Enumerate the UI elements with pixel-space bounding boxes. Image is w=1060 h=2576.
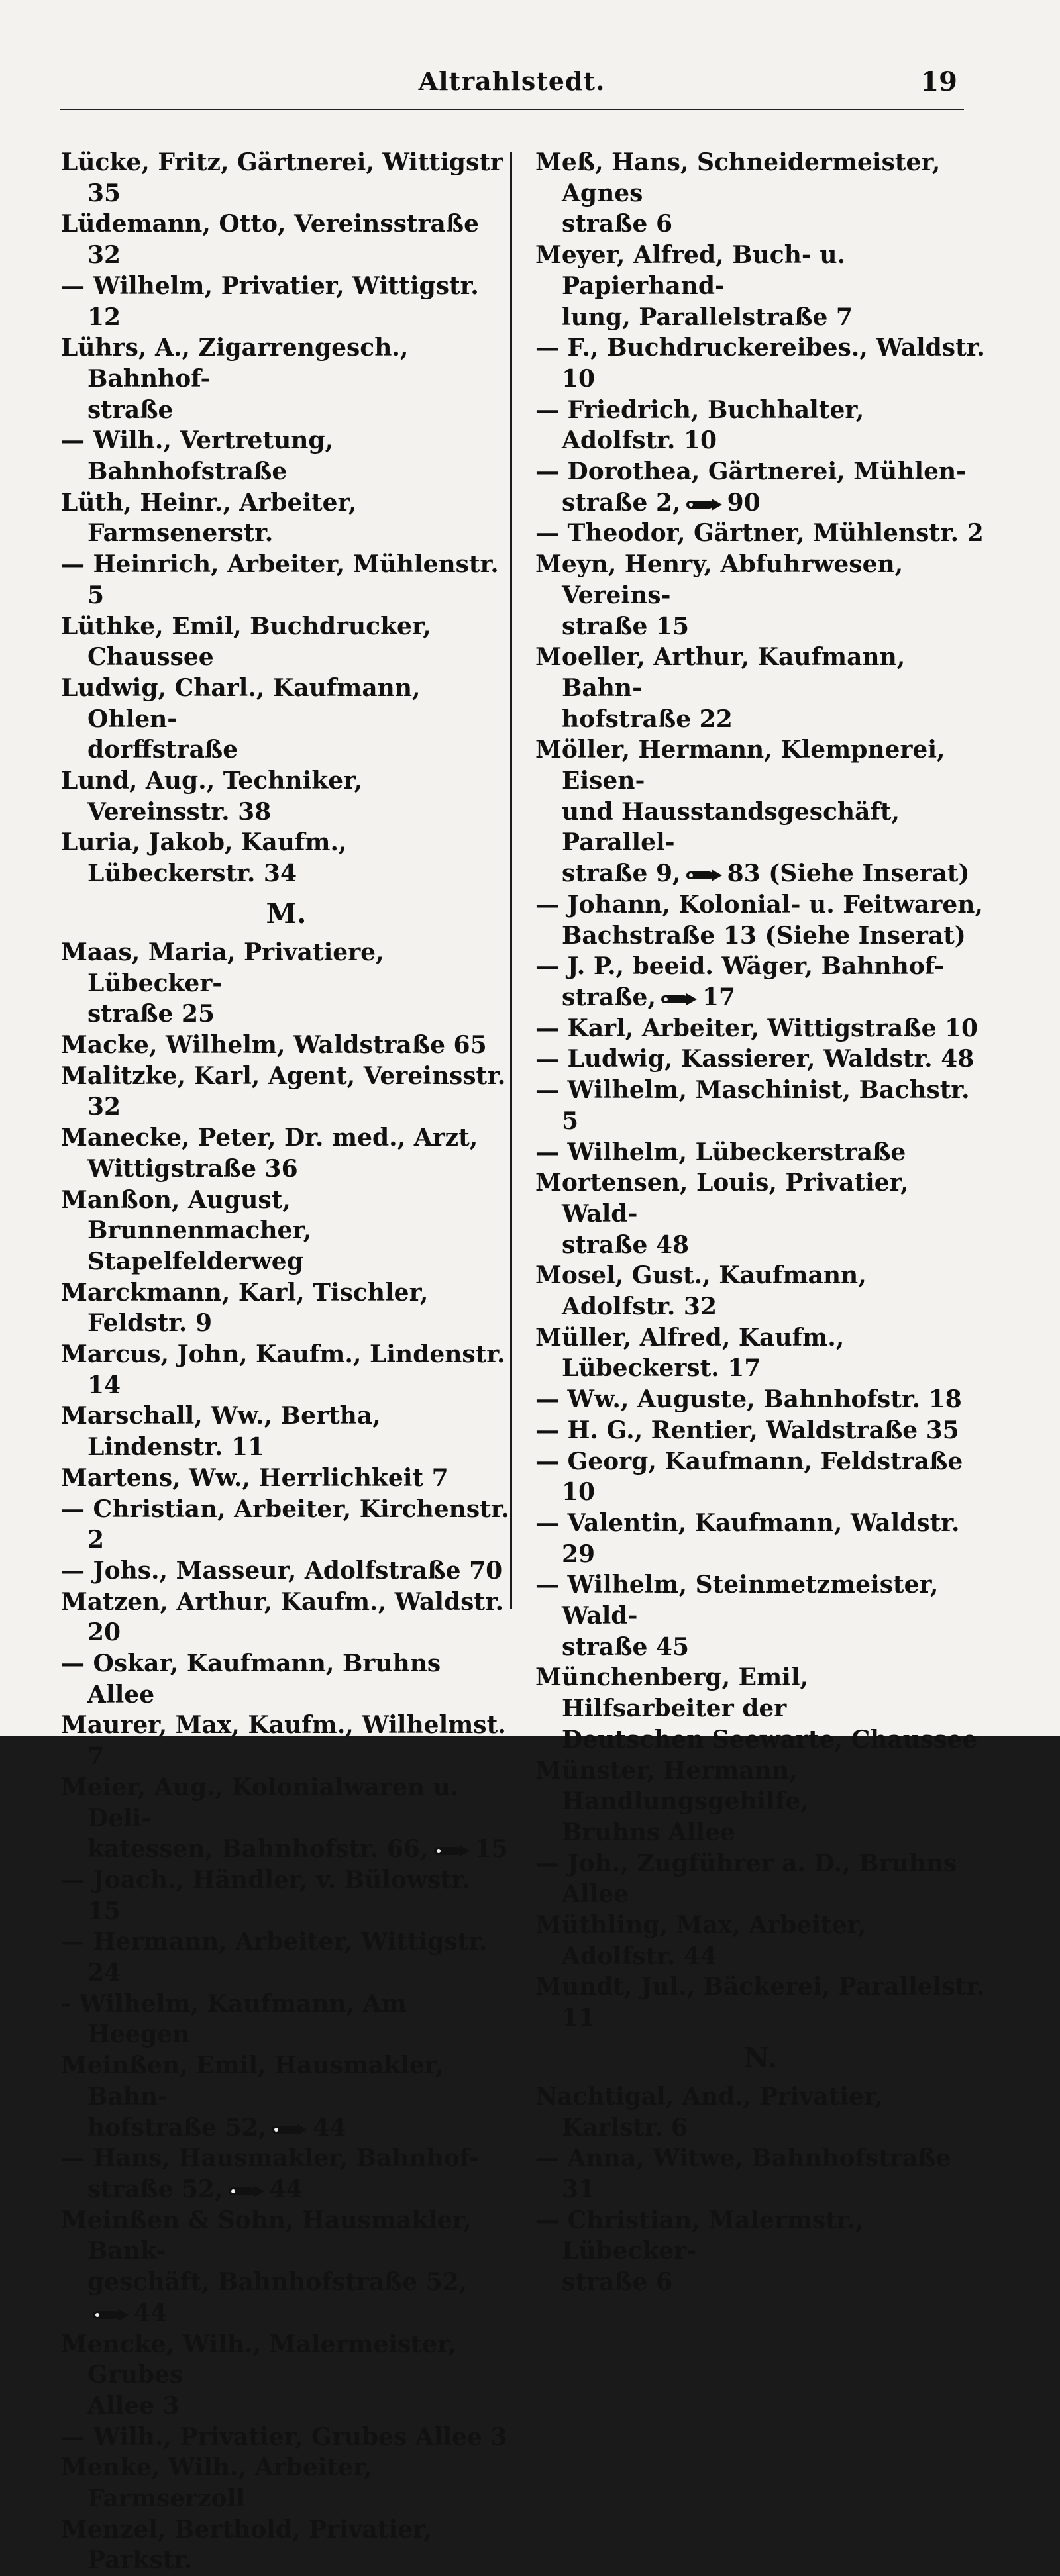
- entry-text: Lund, Aug., Techniker, Vereinsstr. 38: [61, 767, 363, 826]
- entry-continuation: [61, 2267, 511, 2328]
- directory-entry: [61, 1061, 511, 1122]
- directory-entry: [61, 1556, 511, 1587]
- entry-continuation: [535, 1230, 986, 1261]
- entry-text: Malitzke, Karl, Agent, Vereinsstr. 32: [61, 1062, 506, 1121]
- entry-text: M.: [266, 897, 307, 930]
- directory-entry: [535, 1848, 986, 1879]
- page-number: 19: [920, 66, 957, 97]
- entry-text: — Anna, Witwe, Bahnhofstraße 31: [535, 2144, 951, 2203]
- directory-entry: [535, 456, 986, 487]
- entry-text: Meyn, Henry, Abfuhrwesen, Vereins-: [535, 550, 904, 609]
- entry-text: Menke, Wilh., Arbeiter, Farmserzoll: [61, 2453, 372, 2513]
- entry-text: — Johann, Kolonial- u. Feitwaren,: [535, 890, 983, 918]
- entry-text: — Heinrich, Arbeiter, Mühlenstr. 5: [61, 550, 499, 609]
- telephone-icon: [91, 2308, 130, 2322]
- entry-continuation: [535, 611, 986, 642]
- entry-text: — Ludwig, Kassierer, Waldstr. 48: [535, 1045, 975, 1073]
- entry-text: Müthling, Max, Arbeiter, Adolfstr. 44: [535, 1911, 867, 1970]
- directory-entry: [535, 1971, 986, 2033]
- directory-entry: [535, 2143, 986, 2204]
- phone-number: 90: [727, 488, 761, 517]
- directory-entry: [61, 487, 511, 549]
- directory-entry: [61, 673, 511, 734]
- entry-text: straße: [87, 395, 174, 424]
- entry-text: geschäft, Bahnhofstraße 52,: [87, 2268, 468, 2297]
- phone-number: 44: [313, 2113, 346, 2142]
- entry-text: Lüthke, Emil, Buchdrucker, Chaussee: [61, 612, 431, 671]
- entry-continuation: [535, 1817, 986, 1848]
- entry-text: dorffstraße: [87, 736, 238, 764]
- entry-text: Deutschen Seewarte, Chaussee: [562, 1725, 978, 1754]
- directory-entry: [535, 889, 986, 920]
- telephone-icon: [685, 497, 723, 512]
- entry-text: straße 2,: [562, 488, 681, 517]
- entry-text: - Wilhelm, Kaufmann, Am Heegen: [61, 1989, 407, 2049]
- entry-text: — Wilhelm, Maschinist, Bachstr. 5: [535, 1076, 970, 1135]
- entry-text: — Friedrich, Buchhalter, Adolfstr. 10: [535, 395, 865, 455]
- header-rule: [60, 109, 964, 110]
- directory-entry: [61, 147, 511, 209]
- entry-text: Martens, Ww., Herrlichkeit 7: [61, 1463, 449, 1492]
- page-header: [60, 66, 964, 113]
- directory-entry: [535, 1013, 986, 1044]
- directory-entry: [535, 240, 986, 301]
- entry-continuation: [61, 1246, 511, 1277]
- entry-text: — Ww., Auguste, Bahnhofstr. 18: [535, 1385, 962, 1414]
- directory-entry: [61, 2452, 511, 2514]
- directory-entry: [535, 2205, 986, 2267]
- phone-number: 83: [727, 860, 761, 888]
- directory-entry: [61, 2329, 511, 2391]
- directory-entry: [535, 642, 986, 703]
- directory-entry: [535, 395, 986, 456]
- directory-entry: [535, 147, 986, 209]
- column-divider: [510, 152, 512, 1609]
- directory-entry: [535, 1137, 986, 1168]
- directory-entry: [61, 2050, 511, 2112]
- entry-text: — Hans, Hausmakler, Bahnhof-: [61, 2144, 479, 2173]
- entry-text: Nachtigal, And., Privatier, Karlstr. 6: [535, 2082, 883, 2142]
- entry-continuation: [61, 1834, 511, 1865]
- entry-text: Müller, Alfred, Kaufm., Lübeckerst. 17: [535, 1323, 845, 1383]
- entry-continuation: [535, 1724, 986, 1756]
- entry-text: Manßon, August, Brunnenmacher,: [61, 1185, 312, 1245]
- entry-continuation: [535, 2267, 986, 2298]
- directory-entry: [61, 1926, 511, 1988]
- entry-text: Meyer, Alfred, Buch- u. Papierhand-: [535, 241, 846, 300]
- entry-text: Lücke, Fritz, Gärtnerei, Wittigstr 35: [61, 148, 503, 207]
- left-column: [61, 147, 511, 2576]
- entry-text: N.: [743, 2041, 778, 2074]
- entry-text: Luria, Jakob, Kaufm., Lübeckerstr. 34: [61, 828, 347, 888]
- entry-text: — Wilhelm, Steinmetzmeister, Wald-: [535, 1571, 939, 1630]
- entry-continuation: [61, 999, 511, 1030]
- directory-entry: [61, 766, 511, 827]
- directory-entry: [61, 549, 511, 611]
- entry-text: Maurer, Max, Kaufm., Wilhelmst. 7: [61, 1711, 506, 1771]
- entry-text: Moeller, Arthur, Kaufmann, Bahn-: [535, 643, 906, 702]
- directory-entry: [61, 1710, 511, 1771]
- entry-text: — Johs., Masseur, Adolfstraße 70: [61, 1556, 503, 1585]
- entry-text: — Joh., Zugführer a. D., Bruhns: [535, 1849, 957, 1877]
- directory-entry: [535, 1662, 986, 1724]
- entry-continuation: [535, 858, 986, 889]
- phone-number: 17: [702, 983, 736, 1011]
- entry-text: Marcus, John, Kaufm., Lindenstr. 14: [61, 1340, 505, 1399]
- entry-text: Manecke, Peter, Dr. med., Arzt,: [61, 1124, 478, 1152]
- entry-text: — H. G., Rentier, Waldstraße 35: [535, 1416, 959, 1444]
- directory-entry: [61, 271, 511, 332]
- entry-text: Mosel, Gust., Kaufmann, Adolfstr. 32: [535, 1262, 867, 1321]
- entry-text: Münster, Hermann, Handlungsgehilfe,: [535, 1756, 809, 1816]
- entry-text: Bachstraße 13 (Siehe Inserat): [562, 921, 966, 950]
- directory-entry: [61, 611, 511, 673]
- entry-continuation: [61, 734, 511, 766]
- entry-continuation: [535, 920, 986, 952]
- directory-entry: [535, 1260, 986, 1322]
- entry-text: Mencke, Wilh., Malermeister, Grubes: [61, 2330, 456, 2389]
- entry-text: lung, Parallelstraße 7: [562, 303, 853, 331]
- entry-text: Wittigstraße 36: [87, 1154, 298, 1183]
- entry-text: — Dorothea, Gärtnerei, Mühlen-: [535, 458, 967, 486]
- entry-text: Lührs, A., Zigarrengesch., Bahnhof-: [61, 334, 409, 393]
- entry-text: — Oskar, Kaufmann, Bruhns Allee: [61, 1650, 441, 1709]
- directory-entry: [535, 1569, 986, 1631]
- telephone-icon: [270, 2122, 309, 2137]
- directory-entry: [61, 1030, 511, 1061]
- entry-text: — F., Buchdruckereibes., Waldstr. 10: [535, 334, 985, 393]
- entry-continuation: [535, 209, 986, 240]
- directory-entry: [535, 1508, 986, 1569]
- entry-text: Meß, Hans, Schneidermeister, Agnes: [535, 148, 941, 207]
- entry-text: — Christian, Malermstr., Lübecker-: [535, 2206, 864, 2265]
- entry-continuation: [61, 2112, 511, 2144]
- entry-continuation: [535, 1879, 986, 1910]
- entry-continuation: [61, 2174, 511, 2205]
- entry-text: Stapelfelderweg: [87, 1247, 303, 1275]
- entry-text: hofstraße 22: [562, 705, 733, 733]
- directory-entry: [61, 1401, 511, 1462]
- entry-text: — Valentin, Kaufmann, Waldstr. 29: [535, 1509, 960, 1568]
- directory-entry: [61, 1648, 511, 1710]
- directory-entry: [61, 1463, 511, 1494]
- directory-entry: [61, 1989, 511, 2050]
- directory-entry: [61, 1185, 511, 1246]
- entry-text: Matzen, Arthur, Kaufm., Waldstr. 20: [61, 1587, 504, 1647]
- directory-entry: [535, 549, 986, 611]
- directory-entry: [535, 1756, 986, 1817]
- entry-text: Allee 3: [87, 2391, 180, 2420]
- entry-text: katessen, Bahnhofstr. 66,: [87, 1835, 429, 1863]
- entry-text: — Hermann, Arbeiter, Wittigstr. 24: [61, 1928, 488, 1987]
- entry-text: straße 48: [562, 1230, 690, 1259]
- entry-continuation: [535, 982, 986, 1013]
- directory-entry: [61, 827, 511, 889]
- entry-text: und Hausstandsgeschäft, Parallel-: [562, 797, 900, 857]
- directory-entry: [61, 332, 511, 394]
- directory-entry: [535, 734, 986, 796]
- entry-continuation: [61, 395, 511, 426]
- entry-continuation: [61, 2391, 511, 2422]
- running-title: Altrahlstedt.: [418, 66, 606, 96]
- entry-text: — Wilh., Privatier, Grubes Allee 3: [61, 2422, 507, 2451]
- phone-number: 44: [134, 2299, 168, 2327]
- entry-text: Mundt, Jul., Bäckerei, Parallelstr. 11: [535, 1973, 985, 2032]
- entry-text: Münchenberg, Emil, Hilfsarbeiter der: [535, 1663, 809, 1723]
- telephone-icon: [685, 868, 723, 883]
- directory-entry: [61, 2514, 511, 2576]
- phone-number: 15: [474, 1835, 508, 1863]
- right-column: [535, 147, 986, 2298]
- directory-entry: [535, 1167, 986, 1229]
- directory-entry: [535, 1044, 986, 1075]
- entry-continuation: [535, 1632, 986, 1663]
- directory-entry: [61, 2143, 511, 2174]
- entry-text: straße 25: [87, 1000, 215, 1028]
- entry-text: Lüth, Heinr., Arbeiter, Farmsenerstr.: [61, 488, 357, 548]
- entry-text: Meinßen, Emil, Hausmakler, Bahn-: [61, 2052, 444, 2110]
- directory-entry: [61, 1339, 511, 1401]
- directory-entry: [61, 1277, 511, 1339]
- section-letter: [535, 2039, 986, 2077]
- entry-text: — Wilh., Vertretung, Bahnhofstraße: [61, 426, 334, 486]
- entry-text: — Joach., Händler, v. Bülowstr. 15: [61, 1865, 471, 1925]
- directory-entry: [61, 2205, 511, 2267]
- entry-text: — J. P., beeid. Wäger, Bahnhof-: [535, 952, 944, 981]
- directory-entry: [535, 1384, 986, 1415]
- directory-entry: [535, 1322, 986, 1384]
- entry-text: straße 9,: [562, 860, 681, 888]
- entry-text: straße 6: [562, 2268, 673, 2297]
- entry-text: hofstraße 52,: [87, 2113, 267, 2142]
- entry-text: — Christian, Arbeiter, Kirchenstr. 2: [61, 1495, 509, 1554]
- entry-text: Ludwig, Charl., Kaufmann, Ohlen-: [61, 673, 421, 733]
- directory-entry: [61, 1494, 511, 1556]
- directory-entry: [535, 332, 986, 394]
- entry-text: Marckmann, Karl, Tischler, Feldstr. 9: [61, 1278, 429, 1338]
- telephone-icon: [660, 992, 698, 1007]
- directory-entry: [535, 1910, 986, 1971]
- entry-text: straße,: [562, 983, 656, 1011]
- entry-text: straße 52,: [87, 2175, 223, 2203]
- directory-entry: [535, 1415, 986, 1446]
- directory-entry: [61, 209, 511, 270]
- directory-entry: [535, 951, 986, 982]
- telephone-icon: [227, 2184, 266, 2199]
- entry-continuation: [535, 704, 986, 735]
- entry-text: Maas, Maria, Privatiere, Lübecker-: [61, 938, 384, 997]
- directory-entry: [61, 937, 511, 999]
- directory-entry: [535, 2081, 986, 2143]
- entry-text: Macke, Wilhelm, Waldstraße 65: [61, 1030, 487, 1059]
- directory-entry: [535, 1446, 986, 1508]
- entry-text: Meier, Aug., Kolonialwaren u. Deli-: [61, 1773, 459, 1832]
- entry-text: — Theodor, Gärtner, Mühlenstr. 2: [535, 519, 984, 548]
- entry-note: (Siehe Inserat): [760, 860, 970, 888]
- directory-entry: [535, 1075, 986, 1136]
- entry-text: — Wilhelm, Privatier, Wittigstr. 12: [61, 272, 479, 331]
- entry-continuation: [535, 487, 986, 519]
- entry-text: — Karl, Arbeiter, Wittigstraße 10: [535, 1014, 979, 1042]
- entry-text: straße 6: [562, 210, 673, 238]
- entry-text: Möller, Hermann, Klempnerei, Eisen-: [535, 736, 945, 795]
- directory-entry: [61, 1122, 511, 1154]
- entry-continuation: [61, 1154, 511, 1185]
- section-letter: [61, 895, 511, 933]
- phone-number: 44: [269, 2175, 303, 2203]
- entry-text: — Wilhelm, Lübeckerstraße: [535, 1138, 906, 1166]
- entry-text: Bruhns Allee: [562, 1818, 735, 1846]
- entry-text: straße 15: [562, 612, 690, 640]
- telephone-icon: [433, 1844, 471, 1858]
- directory-entry: [535, 518, 986, 549]
- entry-text: Mortensen, Louis, Privatier, Wald-: [535, 1169, 909, 1228]
- entry-text: Meinßen & Sohn, Hausmakler, Bank-: [61, 2206, 472, 2265]
- entry-text: Lüdemann, Otto, Vereinsstraße 32: [61, 210, 480, 270]
- directory-entry: [61, 2422, 511, 2453]
- directory-entry: [61, 1587, 511, 1648]
- entry-text: Marschall, Ww., Bertha, Lindenstr. 11: [61, 1402, 381, 1461]
- directory-entry: [61, 1865, 511, 1926]
- entry-continuation: [535, 302, 986, 333]
- entry-text: straße 45: [562, 1632, 690, 1661]
- entry-text: — Georg, Kaufmann, Feldstraße 10: [535, 1447, 963, 1507]
- directory-entry: [61, 425, 511, 487]
- entry-text: Menzel, Berthold, Privatier, Parkstr.: [61, 2515, 433, 2575]
- directory-entry: [61, 1772, 511, 1834]
- entry-text: Allee: [562, 1880, 629, 1908]
- entry-continuation: [535, 797, 986, 858]
